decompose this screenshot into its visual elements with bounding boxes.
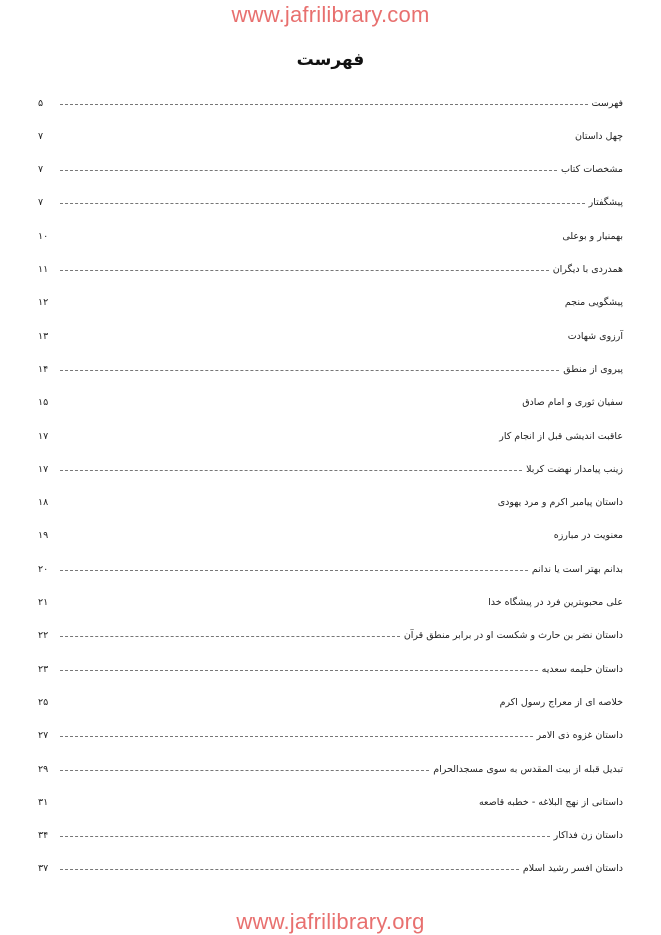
toc-entry-label: معنویت در مبارزه [553,530,623,542]
toc-entry-label: داستان نضر بن حارث و شکست او در برابر منطق قرآن [403,630,623,642]
toc-page-number: ۱۲ [38,297,49,309]
toc-entry-label: تبدیل قبله از بیت المقدس به سوی مسجدالحرام [433,763,623,775]
toc-entry[interactable] [38,262,623,278]
toc-page-number: ۲۳ [38,663,49,675]
toc-entry[interactable] [38,694,623,710]
toc-entry[interactable] [38,128,623,144]
toc-entry[interactable] [38,461,623,477]
toc-dot-leader [60,570,528,571]
toc-dot-leader [60,869,519,870]
toc-entry-label: خلاصه ای از معراج رسول اکرم [499,696,623,708]
toc-entry-label: علی محبوبترین فرد در پیشگاه خدا [488,597,623,608]
toc-entry[interactable] [38,761,623,777]
toc-entry[interactable] [38,162,623,178]
toc-dot-leader [60,670,538,671]
toc-entry-label: داستان زن فداکار [553,830,623,842]
toc-entry[interactable] [38,728,623,744]
toc-entry-label: داستان پیامبر اکرم و مرد یهودی [497,497,623,509]
toc-page-number: ۱۸ [38,497,49,509]
toc-dot-leader [60,636,400,637]
toc-entry-label: عاقبت اندیشی قبل از انجام کار [499,430,623,442]
toc-page-number: ۱۴ [38,363,49,375]
toc-entry[interactable] [38,295,623,311]
toc-entry-label: داستان افسر رشید اسلام [522,863,623,875]
toc-dot-leader [60,104,588,105]
toc-page-number: ۱۱ [38,264,49,275]
toc-entry-label: پیشگفتار [588,197,623,209]
toc-page-number: ۲۲ [38,630,49,642]
toc-page-number: ۳۷ [38,863,49,875]
toc-page-number: ۲۱ [38,597,49,608]
toc-entry-label: چهل داستان [574,130,623,142]
toc-page-number: ۲۵ [38,696,49,708]
toc-entry[interactable] [38,361,623,377]
toc-entry[interactable] [38,195,623,211]
toc-page-number: ۲۰ [38,563,49,575]
toc-dot-leader [60,203,585,204]
toc-entry[interactable] [38,495,623,511]
toc-dot-leader [60,170,557,171]
toc-dot-leader [60,836,550,837]
toc-entry[interactable] [38,228,623,244]
toc-entry[interactable] [38,95,623,111]
toc-page-number: ۷ [38,197,44,209]
toc-entry[interactable] [38,794,623,810]
toc-page-number: ۲۹ [38,763,49,775]
toc-entry-label: داستان غزوه ذی الامر [536,730,623,742]
toc-dot-leader [60,370,559,371]
toc-entry[interactable] [38,528,623,544]
toc-page-number: ۱۰ [38,230,49,242]
toc-entry[interactable] [38,828,623,844]
toc-page-number: ۱۳ [38,330,49,342]
toc-dot-leader [60,270,549,271]
toc-page-number: ۳۴ [38,830,49,842]
toc-entry[interactable] [38,561,623,577]
toc-dot-leader [60,770,429,771]
toc-page-number: ۱۷ [38,430,49,442]
toc-entry-label: داستان حلیمه سعدیه [541,663,623,675]
page-title: فهرست [296,50,365,70]
watermark-bottom: www.jafrilibrary.org [236,909,425,934]
toc-page-number: ۷ [38,130,44,142]
toc-page-number: ۷ [38,164,44,176]
toc-entry[interactable] [38,328,623,344]
toc-dot-leader [60,736,533,737]
toc-entry-label: سفیان ثوری و امام صادق [522,397,623,409]
toc-entry[interactable] [38,661,623,677]
toc-entry-label: داستانی از نهج البلاغه - خطبه قاصعه [478,796,623,808]
toc-entry[interactable] [38,428,623,444]
toc-page-number: ۱۵ [38,397,49,409]
toc-entry-label: مشخصات کتاب [560,164,623,176]
toc-entry-label: همدردی با دیگران [552,264,623,275]
toc-entry-label: پیشگویی منجم [564,297,623,309]
toc-page-number: ۲۷ [38,730,49,742]
toc-entry-label: زینب پیامدار نهضت کربلا [526,463,623,475]
toc-entry[interactable] [38,395,623,411]
toc-entry-label: فهرست [591,97,623,109]
toc-page-number: ۱۷ [38,463,49,475]
toc-page-number: ۵ [38,97,44,109]
toc-dot-leader [60,470,522,471]
toc-entry-label: بهمنیار و بوعلی [562,230,623,242]
toc-entry-label: پیروی از منطق [563,363,623,375]
toc-entry[interactable] [38,628,623,644]
toc-entry-label: بدانم بهتر است یا ندانم [531,563,623,575]
toc-page-number: ۱۹ [38,530,49,542]
toc-page-number: ۳۱ [38,796,49,808]
toc-entry[interactable] [38,861,623,877]
watermark-top: www.jafrilibrary.com [231,2,430,27]
toc-entry[interactable] [38,595,623,611]
toc-entry-label: آرزوی شهادت [567,330,623,342]
